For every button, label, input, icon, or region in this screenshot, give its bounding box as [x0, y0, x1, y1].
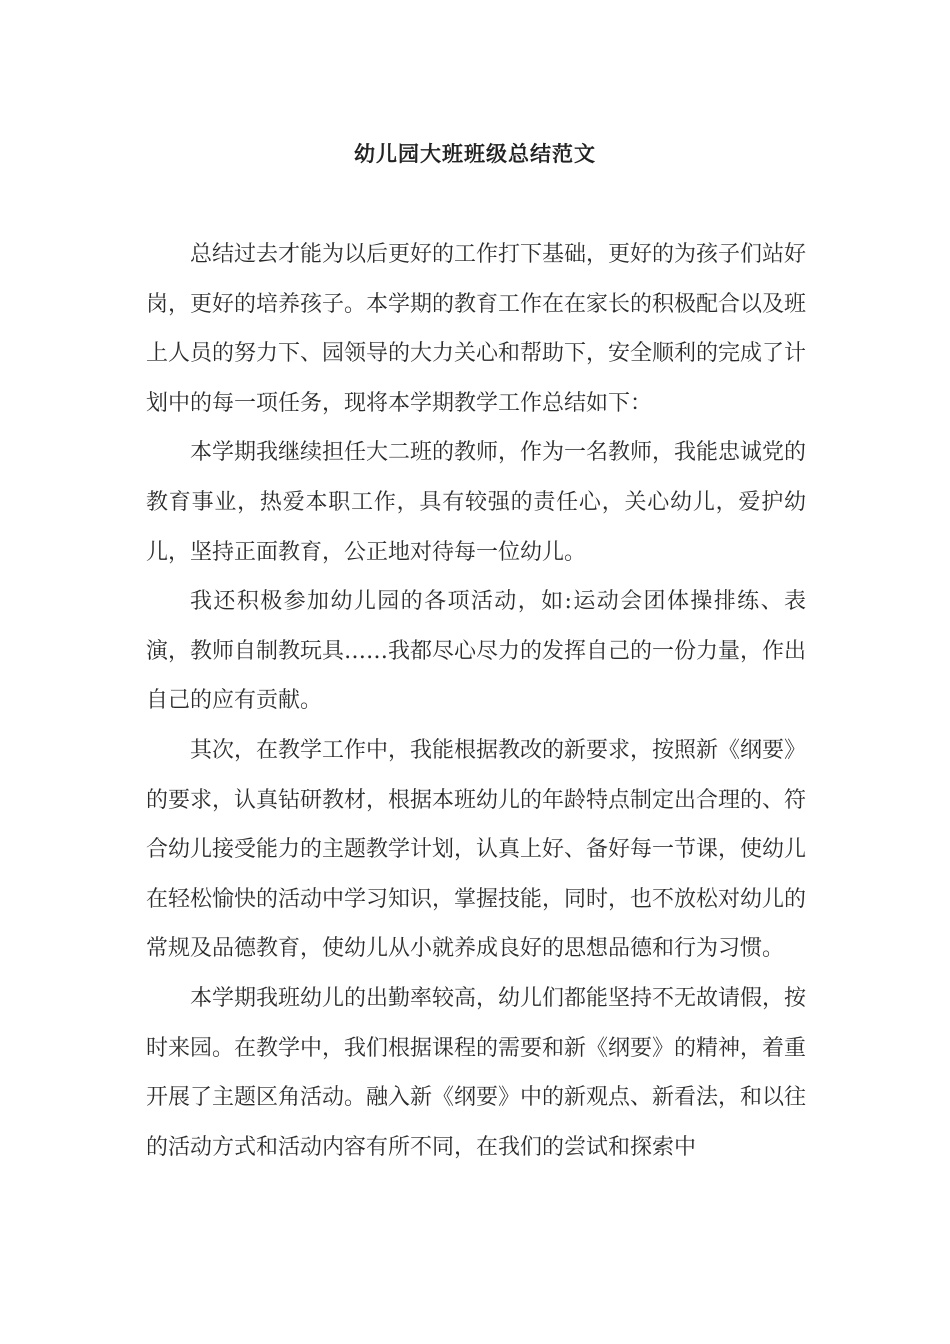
document-body: [146, 230, 806, 1172]
paragraph: 总结过去才能为以后更好的工作打下基础，更好的为孩子们站好岗，更好的培养孩子。本学期的教育工作在在家长的积极配合以及班上人员的努力下、园领导的大力关心和帮助下，安全顺利的完成了计划中的每一项任务，现将本学期教学工作总结如下：: [146, 242, 807, 416]
paragraph: 本学期我班幼儿的出勤率较高，幼儿们都能坚持不无故请假，按时来园。在教学中，我们根据课程的需要和新《纲要》的精神，着重开展了主题区角活动。融入新《纲要》中的新观点、新看法，和以往的活动方式和活动内容有所不同，在我们的尝试和探索中: [146, 985, 807, 1160]
paragraph: 本学期我继续担任大二班的教师，作为一名教师，我能忠诚党的教育事业，热爱本职工作，具有较强的责任心，关心幼儿，爱护幼儿，坚持正面教育，公正地对待每一位幼儿。: [146, 440, 807, 565]
document-title: 幼儿园大班班级总结范文: [354, 141, 596, 166]
paragraph: 其次，在教学工作中，我能根据教改的新要求，按照新《纲要》的要求，认真钻研教材，根据本班幼儿的年龄特点制定出合理的、符合幼儿接受能力的主题教学计划，认真上好、备好每一节课，使幼儿在轻松愉快的活动中学习知识，掌握技能，同时，也不放松对幼儿的常规及品德教育，使幼儿从小就养成良好的思想品德和行为习惯。: [146, 737, 807, 962]
paragraph: 我还积极参加幼儿园的各项活动，如:运动会团体操排练、表演，教师自制教玩具……我都尽心尽力的发挥自己的一份力量，作出自己的应有贡献。: [146, 589, 807, 714]
